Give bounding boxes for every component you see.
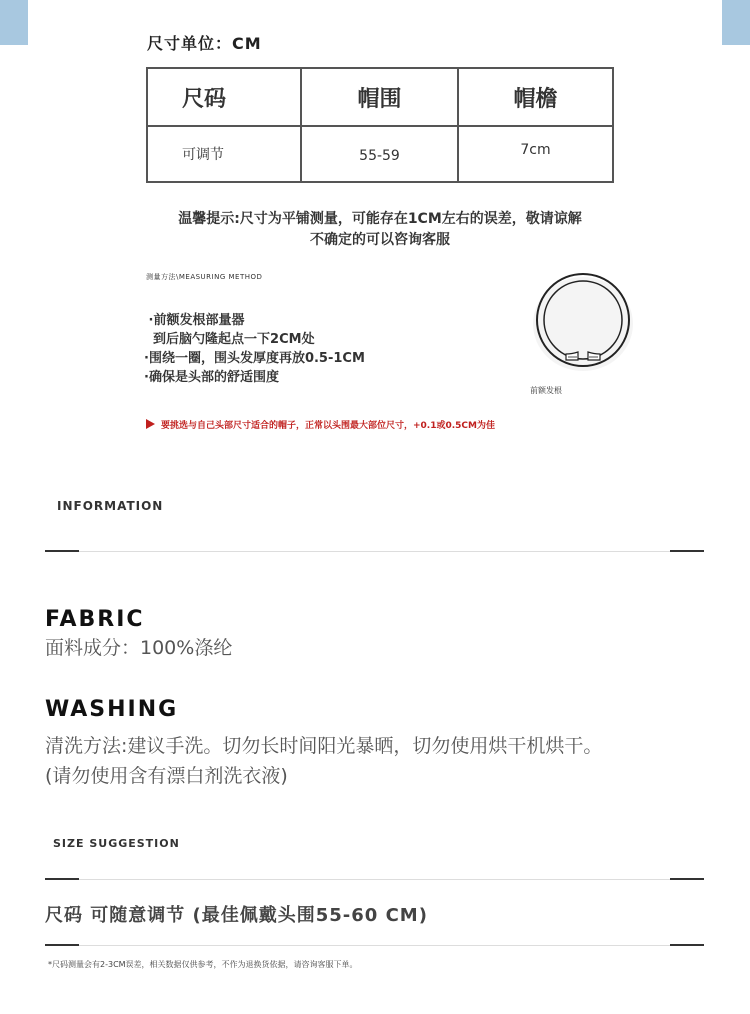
method-item: ·确保是头部的舒适围度 xyxy=(144,370,279,385)
head-measure-diagram xyxy=(498,268,648,378)
cell-size: 可调节 xyxy=(147,126,301,182)
tip-line-1: 温馨提示:尺寸为平铺测量，可能存在1CM左右的误差，敬请谅解 xyxy=(178,211,582,227)
divider-dash-left xyxy=(45,550,79,552)
header-head-circumference: 帽围 xyxy=(301,68,458,126)
divider-dash-left xyxy=(45,944,79,946)
method-item: ·围绕一圈，围头发厚度再放0.5-1CM xyxy=(144,351,365,366)
divider-dash-right xyxy=(670,878,704,880)
diagram-caption: 前额发根 xyxy=(530,386,562,395)
size-warning xyxy=(146,418,495,431)
measuring-method-title: 测量方法\MEASURING METHOD xyxy=(146,273,263,281)
washing-text xyxy=(45,731,602,791)
information-divider xyxy=(45,551,704,552)
cell-head-circumference: 55-59 xyxy=(301,126,458,182)
table-row xyxy=(147,126,613,182)
header-brim: 帽檐 xyxy=(458,68,613,126)
method-item: ·前额发根部量器 xyxy=(144,313,245,328)
divider-dash-right xyxy=(670,550,704,552)
size-footnote: *尺码测量会有2-3CM误差，相关数据仅供参考，不作为退换货依据，请咨询客服下单。 xyxy=(48,960,358,969)
information-label: INFORMATION xyxy=(57,499,164,513)
measurement-tip xyxy=(130,209,630,251)
size-divider-bottom xyxy=(45,945,704,946)
corner-decoration-right xyxy=(722,0,750,45)
cell-brim: 7cm xyxy=(458,126,613,182)
fabric-text: 面料成分：100%涤纶 xyxy=(45,637,233,659)
divider-dash-left xyxy=(45,878,79,880)
size-unit-label: 尺寸单位：CM xyxy=(147,34,262,53)
corner-decoration-left xyxy=(0,0,28,45)
header-size: 尺码 xyxy=(147,68,301,126)
divider-dash-right xyxy=(670,944,704,946)
washing-line-2: (请勿使用含有漂白剂洗衣液) xyxy=(45,765,288,787)
washing-line-1: 清洗方法:建议手洗。切勿长时间阳光暴晒，切勿使用烘干机烘干。 xyxy=(45,735,603,757)
washing-title: WASHING xyxy=(45,697,179,722)
triangle-arrow-icon xyxy=(146,419,155,429)
size-suggestion-text: 尺码 可随意调节 (最佳佩戴头围55-60 CM) xyxy=(45,905,428,926)
size-divider-top xyxy=(45,879,704,880)
fabric-title: FABRIC xyxy=(45,607,145,632)
size-suggestion-label: SIZE SUGGESTION xyxy=(53,837,180,850)
tape-ring-icon xyxy=(498,268,648,378)
size-table-header-row xyxy=(147,68,613,126)
method-item: 到后脑勺隆起点一下2CM处 xyxy=(144,332,315,347)
tip-line-2: 不确定的可以咨询客服 xyxy=(310,232,450,248)
warning-text: 要挑选与自己头部尺寸适合的帽子，正常以头围最大部位尺寸，+0.1或0.5CM为佳 xyxy=(161,421,495,431)
size-table xyxy=(146,67,614,183)
measuring-method-list xyxy=(144,311,365,387)
